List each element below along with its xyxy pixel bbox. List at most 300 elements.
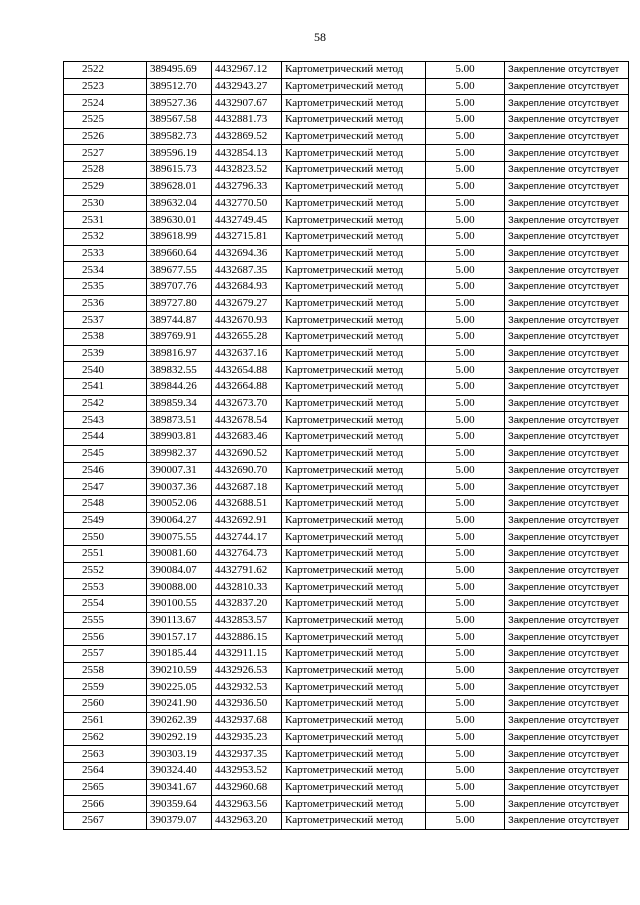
method-cell: Картометрический метод [282, 245, 426, 262]
error-cell: 5.00 [426, 162, 505, 179]
table-row [64, 162, 629, 179]
fixation-cell: Закрепление отсутствует [505, 145, 629, 162]
fixation-cell: Закрепление отсутствует [505, 445, 629, 462]
error-cell: 5.00 [426, 278, 505, 295]
point-number-cell: 2545 [64, 445, 147, 462]
x-coordinate-cell: 389567.58 [147, 112, 212, 129]
fixation-cell: Закрепление отсутствует [505, 762, 629, 779]
point-number-cell: 2540 [64, 362, 147, 379]
x-coordinate-cell: 390210.59 [147, 662, 212, 679]
error-cell: 5.00 [426, 646, 505, 663]
fixation-cell: Закрепление отсутствует [505, 712, 629, 729]
table-row [64, 212, 629, 229]
error-cell: 5.00 [426, 479, 505, 496]
fixation-cell: Закрепление отсутствует [505, 262, 629, 279]
table-row [64, 429, 629, 446]
y-coordinate-cell: 4432937.35 [212, 746, 282, 763]
x-coordinate-cell: 390241.90 [147, 696, 212, 713]
method-cell: Картометрический метод [282, 562, 426, 579]
method-cell: Картометрический метод [282, 278, 426, 295]
table-row [64, 646, 629, 663]
point-number-cell: 2532 [64, 228, 147, 245]
method-cell: Картометрический метод [282, 429, 426, 446]
fixation-cell: Закрепление отсутствует [505, 245, 629, 262]
point-number-cell: 2543 [64, 412, 147, 429]
fixation-cell: Закрепление отсутствует [505, 379, 629, 396]
y-coordinate-cell: 4432687.35 [212, 262, 282, 279]
error-cell: 5.00 [426, 445, 505, 462]
point-number-cell: 2536 [64, 295, 147, 312]
x-coordinate-cell: 390064.27 [147, 512, 212, 529]
point-number-cell: 2531 [64, 212, 147, 229]
y-coordinate-cell: 4432694.36 [212, 245, 282, 262]
table-row [64, 579, 629, 596]
error-cell: 5.00 [426, 78, 505, 95]
y-coordinate-cell: 4432637.16 [212, 345, 282, 362]
fixation-cell: Закрепление отсутствует [505, 746, 629, 763]
table-row [64, 712, 629, 729]
table-row [64, 729, 629, 746]
y-coordinate-cell: 4432683.46 [212, 429, 282, 446]
x-coordinate-cell: 390113.67 [147, 612, 212, 629]
error-cell: 5.00 [426, 579, 505, 596]
fixation-cell: Закрепление отсутствует [505, 662, 629, 679]
table-row [64, 495, 629, 512]
x-coordinate-cell: 389596.19 [147, 145, 212, 162]
table-row [64, 462, 629, 479]
method-cell: Картометрический метод [282, 262, 426, 279]
method-cell: Картометрический метод [282, 345, 426, 362]
y-coordinate-cell: 4432963.20 [212, 812, 282, 829]
table-row [64, 629, 629, 646]
error-cell: 5.00 [426, 395, 505, 412]
y-coordinate-cell: 4432854.13 [212, 145, 282, 162]
error-cell: 5.00 [426, 796, 505, 813]
point-number-cell: 2550 [64, 529, 147, 546]
y-coordinate-cell: 4432715.81 [212, 228, 282, 245]
table-row [64, 779, 629, 796]
method-cell: Картометрический метод [282, 412, 426, 429]
x-coordinate-cell: 389744.87 [147, 312, 212, 329]
table-row [64, 545, 629, 562]
error-cell: 5.00 [426, 779, 505, 796]
method-cell: Картометрический метод [282, 128, 426, 145]
method-cell: Картометрический метод [282, 295, 426, 312]
point-number-cell: 2546 [64, 462, 147, 479]
fixation-cell: Закрепление отсутствует [505, 295, 629, 312]
error-cell: 5.00 [426, 495, 505, 512]
y-coordinate-cell: 4432770.50 [212, 195, 282, 212]
fixation-cell: Закрепление отсутствует [505, 395, 629, 412]
x-coordinate-cell: 390037.36 [147, 479, 212, 496]
method-cell: Картометрический метод [282, 112, 426, 129]
point-number-cell: 2533 [64, 245, 147, 262]
point-number-cell: 2535 [64, 278, 147, 295]
error-cell: 5.00 [426, 212, 505, 229]
table-row [64, 596, 629, 613]
fixation-cell: Закрепление отсутствует [505, 195, 629, 212]
y-coordinate-cell: 4432810.33 [212, 579, 282, 596]
fixation-cell: Закрепление отсутствует [505, 512, 629, 529]
y-coordinate-cell: 4432911.15 [212, 646, 282, 663]
x-coordinate-cell: 390225.05 [147, 679, 212, 696]
table-row [64, 178, 629, 195]
fixation-cell: Закрепление отсутствует [505, 779, 629, 796]
error-cell: 5.00 [426, 345, 505, 362]
error-cell: 5.00 [426, 629, 505, 646]
point-number-cell: 2549 [64, 512, 147, 529]
method-cell: Картометрический метод [282, 779, 426, 796]
error-cell: 5.00 [426, 679, 505, 696]
method-cell: Картометрический метод [282, 596, 426, 613]
error-cell: 5.00 [426, 545, 505, 562]
point-number-cell: 2555 [64, 612, 147, 629]
method-cell: Картометрический метод [282, 746, 426, 763]
y-coordinate-cell: 4432963.56 [212, 796, 282, 813]
method-cell: Картометрический метод [282, 679, 426, 696]
table-row [64, 278, 629, 295]
error-cell: 5.00 [426, 145, 505, 162]
point-number-cell: 2560 [64, 696, 147, 713]
fixation-cell: Закрепление отсутствует [505, 579, 629, 596]
point-number-cell: 2559 [64, 679, 147, 696]
table-row [64, 662, 629, 679]
method-cell: Картометрический метод [282, 212, 426, 229]
method-cell: Картометрический метод [282, 579, 426, 596]
x-coordinate-cell: 389707.76 [147, 278, 212, 295]
method-cell: Картометрический метод [282, 612, 426, 629]
fixation-cell: Закрепление отсутствует [505, 462, 629, 479]
method-cell: Картометрический метод [282, 445, 426, 462]
table-row [64, 95, 629, 112]
y-coordinate-cell: 4432881.73 [212, 112, 282, 129]
y-coordinate-cell: 4432907.67 [212, 95, 282, 112]
fixation-cell: Закрепление отсутствует [505, 345, 629, 362]
point-number-cell: 2554 [64, 596, 147, 613]
y-coordinate-cell: 4432679.27 [212, 295, 282, 312]
fixation-cell: Закрепление отсутствует [505, 178, 629, 195]
method-cell: Картометрический метод [282, 662, 426, 679]
fixation-cell: Закрепление отсутствует [505, 796, 629, 813]
x-coordinate-cell: 390157.17 [147, 629, 212, 646]
point-number-cell: 2564 [64, 762, 147, 779]
fixation-cell: Закрепление отсутствует [505, 729, 629, 746]
point-number-cell: 2563 [64, 746, 147, 763]
point-number-cell: 2526 [64, 128, 147, 145]
x-coordinate-cell: 390081.60 [147, 545, 212, 562]
method-cell: Картометрический метод [282, 529, 426, 546]
method-cell: Картометрический метод [282, 228, 426, 245]
x-coordinate-cell: 389677.55 [147, 262, 212, 279]
x-coordinate-cell: 389859.34 [147, 395, 212, 412]
error-cell: 5.00 [426, 362, 505, 379]
fixation-cell: Закрепление отсутствует [505, 78, 629, 95]
point-number-cell: 2542 [64, 395, 147, 412]
x-coordinate-cell: 389903.81 [147, 429, 212, 446]
table-row [64, 679, 629, 696]
table-row [64, 379, 629, 396]
table-row [64, 262, 629, 279]
point-number-cell: 2567 [64, 812, 147, 829]
point-number-cell: 2552 [64, 562, 147, 579]
x-coordinate-cell: 389495.69 [147, 62, 212, 79]
x-coordinate-cell: 389769.91 [147, 329, 212, 346]
x-coordinate-cell: 390084.07 [147, 562, 212, 579]
point-number-cell: 2530 [64, 195, 147, 212]
error-cell: 5.00 [426, 596, 505, 613]
table-row [64, 312, 629, 329]
y-coordinate-cell: 4432960.68 [212, 779, 282, 796]
error-cell: 5.00 [426, 612, 505, 629]
y-coordinate-cell: 4432692.91 [212, 512, 282, 529]
fixation-cell: Закрепление отсутствует [505, 646, 629, 663]
table-row [64, 812, 629, 829]
error-cell: 5.00 [426, 762, 505, 779]
x-coordinate-cell: 390359.64 [147, 796, 212, 813]
method-cell: Картометрический метод [282, 712, 426, 729]
error-cell: 5.00 [426, 512, 505, 529]
fixation-cell: Закрепление отсутствует [505, 629, 629, 646]
table-row [64, 796, 629, 813]
error-cell: 5.00 [426, 95, 505, 112]
table-row [64, 62, 629, 79]
x-coordinate-cell: 389628.01 [147, 178, 212, 195]
error-cell: 5.00 [426, 662, 505, 679]
method-cell: Картометрический метод [282, 78, 426, 95]
y-coordinate-cell: 4432744.17 [212, 529, 282, 546]
table-row [64, 412, 629, 429]
error-cell: 5.00 [426, 295, 505, 312]
method-cell: Картометрический метод [282, 145, 426, 162]
y-coordinate-cell: 4432654.88 [212, 362, 282, 379]
method-cell: Картометрический метод [282, 462, 426, 479]
y-coordinate-cell: 4432932.53 [212, 679, 282, 696]
fixation-cell: Закрепление отсутствует [505, 162, 629, 179]
y-coordinate-cell: 4432943.27 [212, 78, 282, 95]
point-number-cell: 2541 [64, 379, 147, 396]
y-coordinate-cell: 4432664.88 [212, 379, 282, 396]
method-cell: Картометрический метод [282, 545, 426, 562]
x-coordinate-cell: 389982.37 [147, 445, 212, 462]
x-coordinate-cell: 389873.51 [147, 412, 212, 429]
y-coordinate-cell: 4432670.93 [212, 312, 282, 329]
point-number-cell: 2528 [64, 162, 147, 179]
error-cell: 5.00 [426, 178, 505, 195]
fixation-cell: Закрепление отсутствует [505, 696, 629, 713]
method-cell: Картометрический метод [282, 178, 426, 195]
page-number: 58 [314, 30, 326, 44]
fixation-cell: Закрепление отсутствует [505, 679, 629, 696]
table-row [64, 612, 629, 629]
fixation-cell: Закрепление отсутствует [505, 312, 629, 329]
point-number-cell: 2522 [64, 62, 147, 79]
point-number-cell: 2544 [64, 429, 147, 446]
method-cell: Картометрический метод [282, 729, 426, 746]
x-coordinate-cell: 390303.19 [147, 746, 212, 763]
y-coordinate-cell: 4432690.52 [212, 445, 282, 462]
point-number-cell: 2553 [64, 579, 147, 596]
point-number-cell: 2529 [64, 178, 147, 195]
x-coordinate-cell: 390341.67 [147, 779, 212, 796]
point-number-cell: 2524 [64, 95, 147, 112]
error-cell: 5.00 [426, 462, 505, 479]
y-coordinate-cell: 4432853.57 [212, 612, 282, 629]
fixation-cell: Закрепление отсутствует [505, 562, 629, 579]
y-coordinate-cell: 4432690.70 [212, 462, 282, 479]
table-row [64, 696, 629, 713]
x-coordinate-cell: 390292.19 [147, 729, 212, 746]
table-row [64, 145, 629, 162]
point-number-cell: 2527 [64, 145, 147, 162]
table-row [64, 329, 629, 346]
method-cell: Картометрический метод [282, 379, 426, 396]
x-coordinate-cell: 389844.26 [147, 379, 212, 396]
x-coordinate-cell: 390100.55 [147, 596, 212, 613]
method-cell: Картометрический метод [282, 762, 426, 779]
method-cell: Картометрический метод [282, 812, 426, 829]
fixation-cell: Закрепление отсутствует [505, 212, 629, 229]
y-coordinate-cell: 4432937.68 [212, 712, 282, 729]
y-coordinate-cell: 4432764.73 [212, 545, 282, 562]
fixation-cell: Закрепление отсутствует [505, 62, 629, 79]
x-coordinate-cell: 389527.36 [147, 95, 212, 112]
method-cell: Картометрический метод [282, 646, 426, 663]
y-coordinate-cell: 4432823.52 [212, 162, 282, 179]
error-cell: 5.00 [426, 562, 505, 579]
x-coordinate-cell: 389727.80 [147, 295, 212, 312]
x-coordinate-cell: 389615.73 [147, 162, 212, 179]
table-row [64, 295, 629, 312]
x-coordinate-cell: 389512.70 [147, 78, 212, 95]
y-coordinate-cell: 4432688.51 [212, 495, 282, 512]
fixation-cell: Закрепление отсутствует [505, 362, 629, 379]
method-cell: Картометрический метод [282, 512, 426, 529]
error-cell: 5.00 [426, 812, 505, 829]
fixation-cell: Закрепление отсутствует [505, 545, 629, 562]
y-coordinate-cell: 4432936.50 [212, 696, 282, 713]
error-cell: 5.00 [426, 746, 505, 763]
error-cell: 5.00 [426, 379, 505, 396]
point-number-cell: 2556 [64, 629, 147, 646]
method-cell: Картометрический метод [282, 195, 426, 212]
coordinates-table-body [64, 62, 629, 830]
fixation-cell: Закрепление отсутствует [505, 812, 629, 829]
method-cell: Картометрический метод [282, 479, 426, 496]
x-coordinate-cell: 389618.99 [147, 228, 212, 245]
x-coordinate-cell: 389832.55 [147, 362, 212, 379]
table-row [64, 195, 629, 212]
y-coordinate-cell: 4432953.52 [212, 762, 282, 779]
y-coordinate-cell: 4432926.53 [212, 662, 282, 679]
table-row [64, 529, 629, 546]
x-coordinate-cell: 389632.04 [147, 195, 212, 212]
table-row [64, 479, 629, 496]
x-coordinate-cell: 390379.07 [147, 812, 212, 829]
table-row [64, 562, 629, 579]
error-cell: 5.00 [426, 529, 505, 546]
point-number-cell: 2565 [64, 779, 147, 796]
fixation-cell: Закрепление отсутствует [505, 228, 629, 245]
method-cell: Картометрический метод [282, 395, 426, 412]
method-cell: Картометрический метод [282, 62, 426, 79]
fixation-cell: Закрепление отсутствует [505, 429, 629, 446]
fixation-cell: Закрепление отсутствует [505, 612, 629, 629]
x-coordinate-cell: 390052.06 [147, 495, 212, 512]
fixation-cell: Закрепление отсутствует [505, 529, 629, 546]
table-row [64, 245, 629, 262]
method-cell: Картометрический метод [282, 312, 426, 329]
error-cell: 5.00 [426, 228, 505, 245]
error-cell: 5.00 [426, 429, 505, 446]
point-number-cell: 2557 [64, 646, 147, 663]
fixation-cell: Закрепление отсутствует [505, 112, 629, 129]
point-number-cell: 2561 [64, 712, 147, 729]
error-cell: 5.00 [426, 112, 505, 129]
point-number-cell: 2547 [64, 479, 147, 496]
table-row [64, 112, 629, 129]
error-cell: 5.00 [426, 329, 505, 346]
x-coordinate-cell: 389582.73 [147, 128, 212, 145]
table-row [64, 78, 629, 95]
fixation-cell: Закрепление отсутствует [505, 128, 629, 145]
table-row [64, 362, 629, 379]
fixation-cell: Закрепление отсутствует [505, 278, 629, 295]
y-coordinate-cell: 4432749.45 [212, 212, 282, 229]
error-cell: 5.00 [426, 312, 505, 329]
error-cell: 5.00 [426, 729, 505, 746]
y-coordinate-cell: 4432687.18 [212, 479, 282, 496]
x-coordinate-cell: 390262.39 [147, 712, 212, 729]
table-row [64, 228, 629, 245]
y-coordinate-cell: 4432673.70 [212, 395, 282, 412]
table-row [64, 512, 629, 529]
method-cell: Картометрический метод [282, 796, 426, 813]
x-coordinate-cell: 389816.97 [147, 345, 212, 362]
error-cell: 5.00 [426, 262, 505, 279]
y-coordinate-cell: 4432655.28 [212, 329, 282, 346]
method-cell: Картометрический метод [282, 629, 426, 646]
table-row [64, 762, 629, 779]
point-number-cell: 2566 [64, 796, 147, 813]
error-cell: 5.00 [426, 712, 505, 729]
method-cell: Картометрический метод [282, 95, 426, 112]
fixation-cell: Закрепление отсутствует [505, 479, 629, 496]
x-coordinate-cell: 390185.44 [147, 646, 212, 663]
x-coordinate-cell: 390075.55 [147, 529, 212, 546]
y-coordinate-cell: 4432935.23 [212, 729, 282, 746]
method-cell: Картометрический метод [282, 495, 426, 512]
point-number-cell: 2534 [64, 262, 147, 279]
point-number-cell: 2538 [64, 329, 147, 346]
table-row [64, 345, 629, 362]
table-row [64, 395, 629, 412]
x-coordinate-cell: 389660.64 [147, 245, 212, 262]
x-coordinate-cell: 389630.01 [147, 212, 212, 229]
x-coordinate-cell: 390088.00 [147, 579, 212, 596]
point-number-cell: 2539 [64, 345, 147, 362]
fixation-cell: Закрепление отсутствует [505, 412, 629, 429]
y-coordinate-cell: 4432796.33 [212, 178, 282, 195]
x-coordinate-cell: 390007.31 [147, 462, 212, 479]
y-coordinate-cell: 4432684.93 [212, 278, 282, 295]
method-cell: Картометрический метод [282, 329, 426, 346]
x-coordinate-cell: 390324.40 [147, 762, 212, 779]
y-coordinate-cell: 4432886.15 [212, 629, 282, 646]
point-number-cell: 2523 [64, 78, 147, 95]
method-cell: Картометрический метод [282, 162, 426, 179]
error-cell: 5.00 [426, 128, 505, 145]
fixation-cell: Закрепление отсутствует [505, 329, 629, 346]
